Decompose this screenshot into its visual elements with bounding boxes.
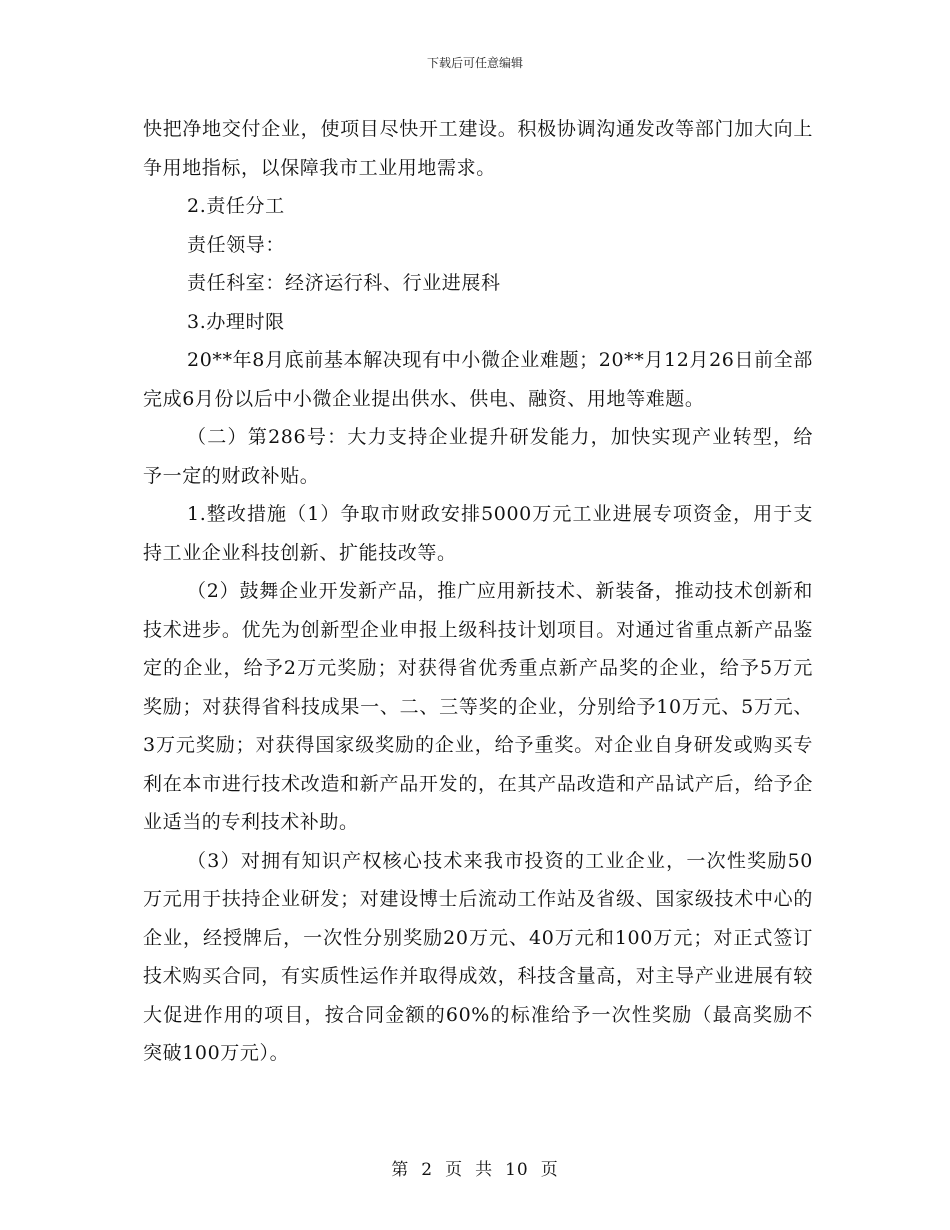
footer-label-di: 第 <box>391 1160 410 1180</box>
paragraph-8: 1.整改措施（1）争取市财政安排5000万元工业进展专项资金，用于支持工业企业科技创新、扩能技改等。 <box>143 503 813 564</box>
document-body <box>143 110 813 1073</box>
paragraph-10: （3）对拥有知识产权核心技术来我市投资的工业企业，一次性奖励50万元用于扶持企业研发；对建设博士后流动工作站及省级、国家级技术中心的企业，经授牌后，一次性分别奖励20万元、40万元和100万元；对正式签订技术购买合同，有实质性运作并取得成效，科技含量高，对主导产业进展有较大促进作用的项目，按合同金额的60%的标准给予一次性奖励（最高奖励不突破100万元）。 <box>143 849 813 1064</box>
footer-label-ye2: 页 <box>540 1160 559 1180</box>
paragraph-1: 快把净地交付企业，使项目尽快开工建设。积极协调沟通发改等部门加大向上争用地指标，以保障我市工业用地需求。 <box>143 118 813 179</box>
footer-total-pages: 10 <box>505 1160 529 1180</box>
page-footer <box>0 1155 950 1180</box>
paragraph-4: 责任科室：经济运行科、行业进展科 <box>187 272 501 294</box>
page-header: 下载后可任意编辑 <box>426 56 523 70</box>
paragraph-3: 责任领导： <box>187 233 286 256</box>
footer-page-number: 2 <box>421 1160 434 1180</box>
paragraph-6: 20**年8月底前基本解决现有中小微企业难题；20**月12月26日前全部完成6月份以后中小微企业提出供水、供电、融资、用地等难题。 <box>143 349 813 410</box>
paragraph-7: （二）第286号：大力支持企业提升研发能力，加快实现产业转型，给予一定的财政补贴。 <box>143 426 813 487</box>
paragraph-5: 3.办理时限 <box>187 310 285 333</box>
paragraph-2: 2.责任分工 <box>187 195 285 217</box>
footer-label-gong: 共 <box>475 1160 494 1180</box>
paragraph-9: （2）鼓舞企业开发新产品，推广应用新技术、新装备，推动技术创新和技术进步。优先为创新型企业申报上级科技计划项目。对通过省重点新产品鉴定的企业，给予2万元奖励；对获得省优秀重点新产品奖的企业，给予5万元奖励；对获得省科技成果一、二、三等奖的企业，分别给予10万元、5万元、3万元奖励；对获得国家级奖励的企业，给予重奖。对企业自身研发或购买专利在本市进行技术改造和新产品开发的，在其产品改造和产品试产后，给予企业适当的专利技术补助。 <box>143 580 813 833</box>
footer-label-ye: 页 <box>445 1160 464 1180</box>
